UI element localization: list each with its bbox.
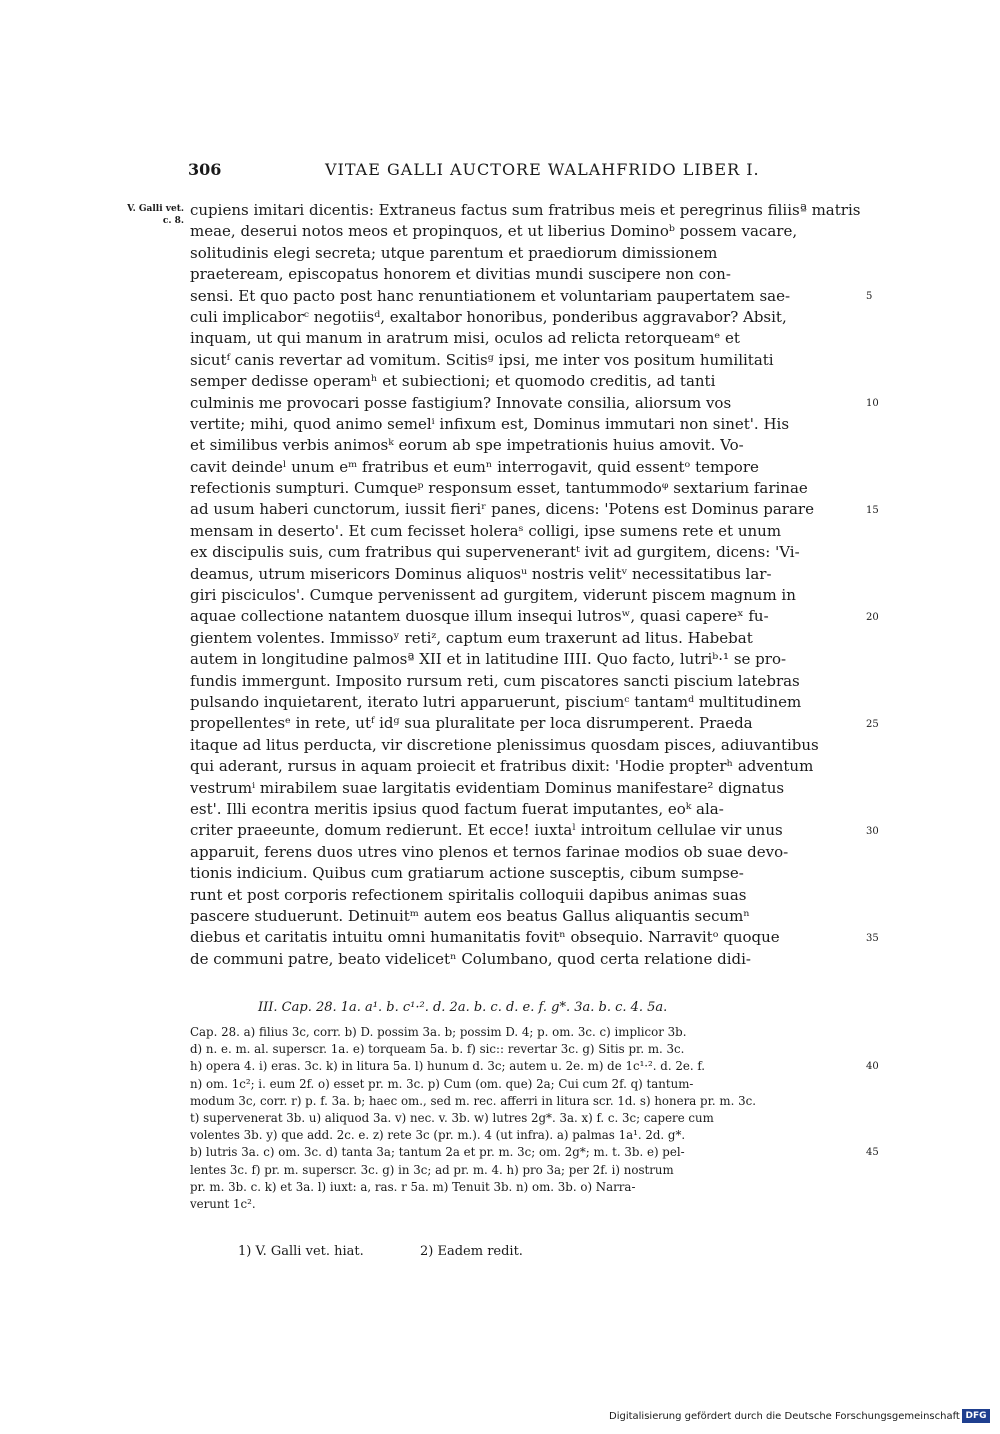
text-line: diebus et caritatis intuitu omni humanitatis fovitⁿ obsequio. Narravitᵒ quoque	[190, 928, 780, 947]
line-number: 15	[866, 504, 879, 516]
line-number: 20	[866, 611, 879, 623]
page-number: 306	[188, 160, 222, 179]
text-line: culi implicaborᶜ negotiisᵈ, exaltabor honoribus, ponderibus aggravabor? Absit,	[190, 307, 787, 326]
apparatus-line: verunt 1c².	[190, 1196, 256, 1211]
text-line: gientem volentes. Immissoʸ retiᶻ, captum eum traxerunt ad litus. Habebat	[190, 628, 753, 647]
text-line: inquam, ut qui manum in aratrum misi, oculos ad relicta retorqueamᵉ et	[190, 329, 740, 348]
line-number: 35	[866, 932, 879, 944]
apparatus-line: pr. m. 3b. c. k) et 3a. l) iuxt: a, ras. r 5a. m) Tenuit 3b. n) om. 3b. o) Narra-	[190, 1179, 636, 1194]
margin-note	[118, 203, 184, 227]
text-line: meae, deserui notos meos et propinquos, et ut liberius Dominoᵇ possem vacare,	[190, 222, 798, 241]
apparatus-line: Cap. 28. a) filius 3c, corr. b) D. possim 3a. b; possim D. 4; p. om. 3c. c) implicor 3b.	[190, 1025, 687, 1039]
apparatus-line: lentes 3c. f) pr. m. superscr. 3c. g) in 3c; ad pr. m. 4. h) pro 3a; per 2f. i) nostrum	[190, 1162, 674, 1177]
text-line: runt et post corporis refectionem spiritalis colloquii dapibus animas suas	[190, 885, 747, 904]
margin-note-line: V. Galli vet.	[127, 204, 184, 214]
dfg-logo: DFG	[962, 1409, 990, 1423]
manuscript-sigla: III. Cap. 28. 1a. a¹. b. c¹·². d. 2a. b. c. d. e. f. g*. 3a. b. c. 4. 5a.	[258, 1000, 668, 1015]
apparatus-line: t) supervenerat 3b. u) aliquod 3a. v) nec. v. 3b. w) lutres 2g*. 3a. x) f. c. 3c; capere cum	[190, 1110, 714, 1125]
text-line: propellentesᵉ in rete, utᶠ idᵍ sua pluralitate per loca disrumperent. Praeda	[190, 714, 753, 733]
text-line: ex discipulis suis, cum fratribus qui supervenerantᵗ ivit ad gurgitem, dicens: 'Vi-	[190, 543, 800, 562]
text-line: qui aderant, rursus in aquam proiecit et fratribus dixit: 'Hodie propterʰ adventum	[190, 757, 814, 776]
line-number: 30	[866, 825, 879, 837]
running-title: VITAE GALLI AUCTORE WALAHFRIDO LIBER I.	[325, 160, 760, 179]
footnote-2: 2) Eadem redit.	[420, 1244, 523, 1259]
text-line: pascere studuerunt. Detinuitᵐ autem eos beatus Gallus aliquantis secumⁿ	[190, 906, 750, 925]
apparatus-line: h) opera 4. i) eras. 3c. k) in litura 5a. l) hunum d. 3c; autem u. 2e. m) de 1c¹·². d. 2e. f.	[190, 1059, 706, 1074]
apparatus-line: d) n. e. m. al. superscr. 1a. e) torqueam 5a. b. f) sic:: revertar 3c. g) Sitis pr. m. 3c.	[190, 1042, 685, 1057]
text-line: itaque ad litus perducta, vir discretione plenissimus quosdam pisces, adiuvantibus	[190, 735, 819, 754]
text-line: tionis indicium. Quibus cum gratiarum actione susceptis, cibum sumpse-	[190, 864, 744, 883]
apparatus-line: b) lutris 3a. c) om. 3c. d) tanta 3a; tantum 2a et pr. m. 3c; om. 2g*; m. t. 3b. e) pel-	[190, 1145, 685, 1160]
text-line: culminis me provocari posse fastigium? Innovate consilia, aliorsum vos	[190, 393, 732, 412]
text-line: solitudinis elegi secreta; utque parentum et praediorum dimissionem	[190, 243, 718, 262]
text-line: cupiens imitari dicentis: Extraneus factus sum fratribus meis et peregrinus filiisª matris	[190, 201, 861, 219]
apparatus-line-number: 45	[866, 1147, 879, 1159]
text-line: aquae collectione natantem duosque illum insequi lutrosʷ, quasi capereˣ fu-	[190, 607, 769, 626]
text-line: sensi. Et quo pacto post hanc renuntiationem et voluntariam paupertatem sae-	[190, 286, 791, 305]
text-line: est'. Illi econtra meritis ipsius quod factum fuerat imputantes, eoᵏ ala-	[190, 799, 724, 818]
line-number: 25	[866, 718, 879, 730]
text-line: deamus, utrum misericors Dominus aliquosᵘ nostris velitᵛ necessitatibus lar-	[190, 564, 772, 583]
text-line: pulsando inquietarent, iterato lutri apparuerunt, pisciumᶜ tantamᵈ multitudinem	[190, 692, 802, 711]
text-line: semper dedisse operamʰ et subiectioni; et quomodo creditis, ad tanti	[190, 372, 716, 391]
text-line: vertite; mihi, quod animo semelⁱ infixum est, Dominus immutari non sinet'. His	[190, 414, 790, 433]
apparatus-line: volentes 3b. y) que add. 2c. e. z) rete 3c (pr. m.). 4 (ut infra). a) palmas 1a¹. 2d. g*.	[190, 1128, 686, 1143]
text-line: mensam in deserto'. Et cum fecisset holeraˢ colligi, ipse sumens rete et unum	[190, 521, 782, 540]
footnote-1: 1) V. Galli vet. hiat.	[238, 1244, 364, 1259]
text-line: et similibus verbis animosᵏ eorum ab spe impetrationis huius amovit. Vo-	[190, 436, 744, 455]
text-line: vestrumⁱ mirabilem suae largitatis evidentiam Dominus manifestare² dignatus	[190, 778, 785, 797]
critical-apparatus	[190, 1024, 862, 1213]
apparatus-line: n) om. 1c²; i. eum 2f. o) esset pr. m. 3c. p) Cum (om. que) 2a; Cui cum 2f. q) tantum-	[190, 1076, 694, 1091]
text-line: fundis immergunt. Imposito rursum reti, cum piscatores sancti piscium latebras	[190, 671, 800, 690]
apparatus-line: modum 3c, corr. r) p. f. 3a. b; haec om., sed m. rec. afferri in litura scr. 1d. s) honera pr. m. 3c.	[190, 1093, 756, 1108]
margin-note-line: c. 8.	[162, 216, 184, 226]
text-line: refectionis sumpturi. Cumqueᵖ responsum esset, tantummodoᵠ sextarium farinae	[190, 479, 808, 498]
text-line: autem in longitudine palmosª XII et in latitudine IIII. Quo facto, lutriᵇ·¹ se pro-	[190, 650, 787, 669]
apparatus-line-number: 40	[866, 1061, 879, 1073]
text-line: de communi patre, beato videlicetⁿ Columbano, quod certa relatione didi-	[190, 949, 751, 968]
digitization-credit: Digitalisierung gefördert durch die Deutsche Forschungsgemeinschaft	[609, 1411, 960, 1422]
text-line: criter praeeunte, domum redierunt. Et ecce! iuxtaˡ introitum cellulae vir unus	[190, 821, 783, 840]
text-line: praeteream, episcopatus honorem et divitias mundi suscipere non con-	[190, 265, 731, 284]
text-line: giri pisciculos'. Cumque pervenissent ad gurgitem, viderunt piscem magnum in	[190, 586, 796, 605]
line-number: 10	[866, 397, 879, 409]
line-number: 5	[866, 290, 873, 302]
main-text	[190, 200, 862, 970]
text-line: apparuit, ferens duos utres vino plenos et ternos farinae modios ob suae devo-	[190, 842, 789, 861]
text-line: ad usum haberi cunctorum, iussit fieriʳ panes, dicens: 'Potens est Dominus parare	[190, 500, 814, 519]
text-line: cavit deindeˡ unum eᵐ fratribus et eumⁿ interrogavit, quid essentᵒ tempore	[190, 457, 759, 476]
text-line: sicutᶠ canis revertar ad vomitum. Scitisᵍ ipsi, me inter vos positum humilitati	[190, 350, 774, 369]
